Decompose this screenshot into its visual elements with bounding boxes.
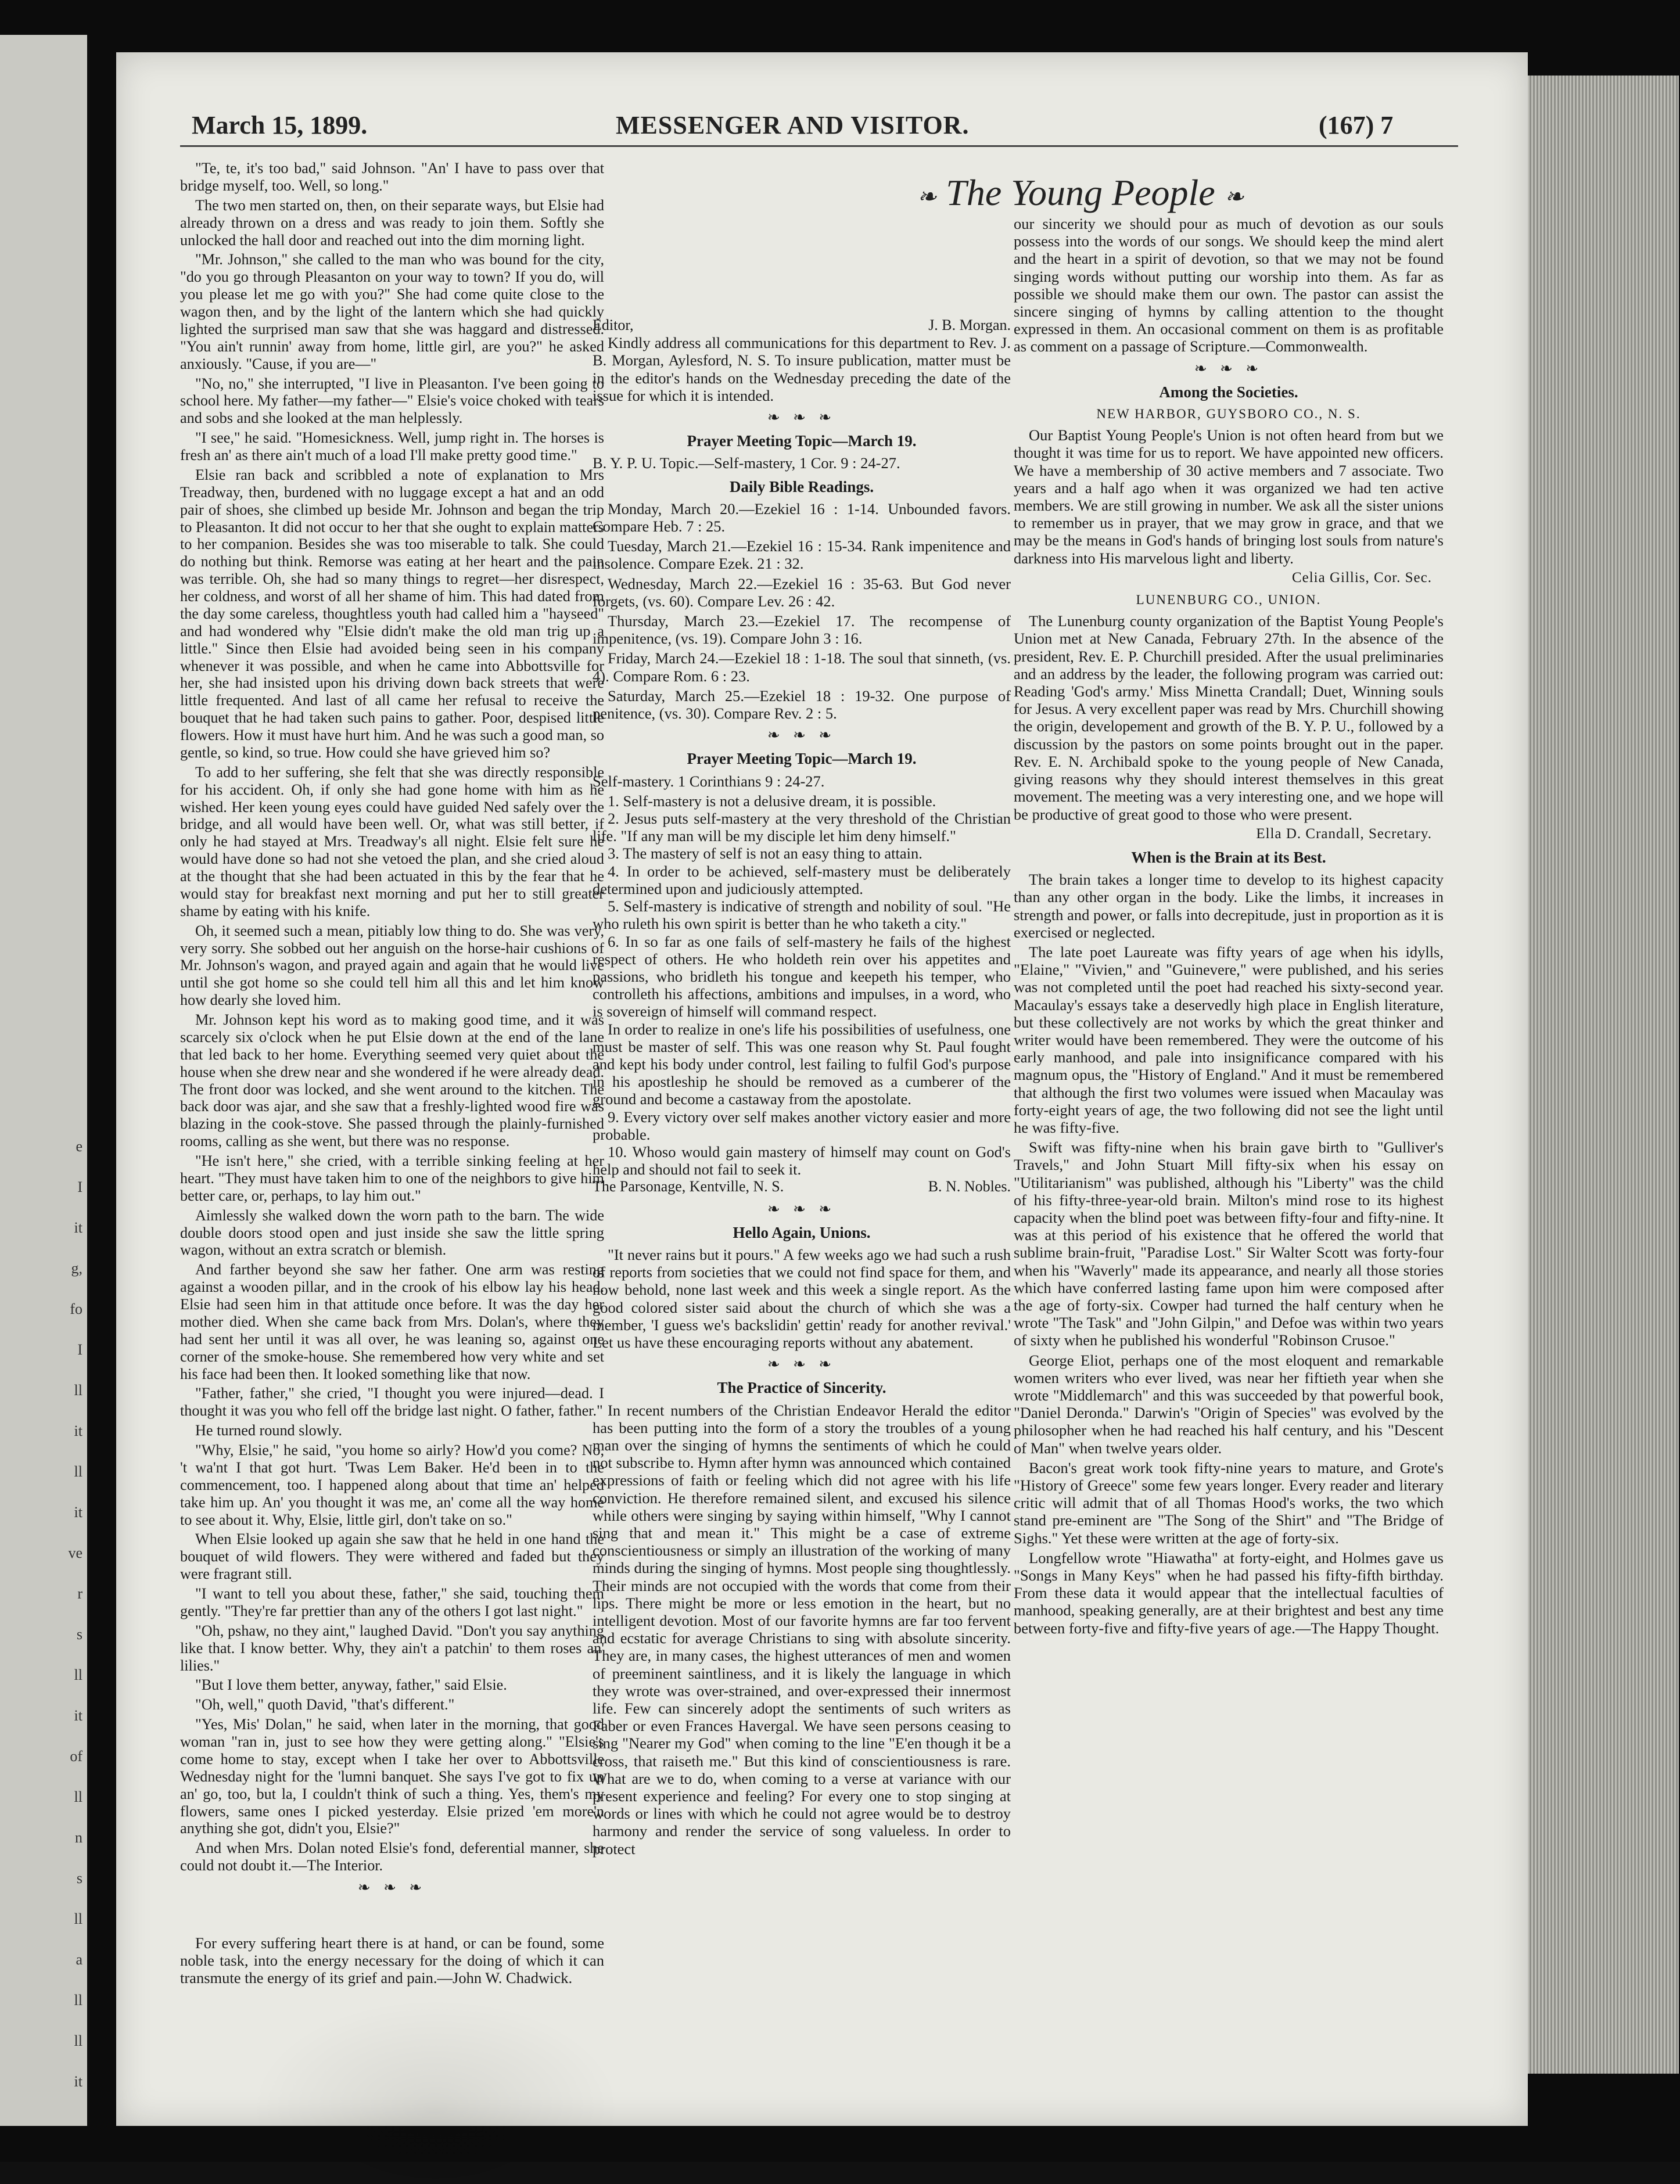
daily-reading: Tuesday, March 21.—Ezekiel 16 : 15-34. Rank impenitence and insolence. Compare Ezek. 21 : 32.: [593, 537, 1011, 573]
brain-paragraph: The late poet Laureate was fifty years of age when his idylls, "Elaine," "Vivien," and "Guinevere," were published, and his series was not completed until the poet had reached his sixty-second year. Macaulay's essays take a deservedly high place in English literature, but these collectively are not works by which the great thinker and writer would have been remembered. They were the outcome of his early manhood, and pale into insignificance compared with his magnum opus, the "History of England." And it must be remembered that although the first two volumes were issued when Macaulay was forty-eight years of age, the two following did not see the light until he was fifty-five.: [1014, 943, 1444, 1136]
adjacent-page-fragment: ll: [74, 1788, 82, 1805]
story-paragraph: "Father, father," she cried, "I thought you were injured—dead. I thought it was you who fell off the bridge last night. O father, father.": [180, 1385, 604, 1420]
adjacent-page-fragment: ll: [74, 1382, 82, 1399]
editor-name: J. B. Morgan.: [928, 317, 1011, 333]
topic-point: 9. Every victory over self makes another victory easier and more probable.: [593, 1108, 1011, 1143]
topic-points: [593, 792, 1011, 1178]
story-paragraph: The two men started on, then, on their separate ways, but Elsie had already thrown on a dress and was ready to join them. Softly she unlocked the hall door and reached out into the dim morning light.: [180, 196, 604, 249]
adjacent-page-fragment: I: [77, 1179, 82, 1195]
new-harbor-signature: Celia Gillis, Cor. Sec.: [1291, 569, 1432, 585]
parsonage-signature-line: [593, 1178, 1011, 1195]
adjacent-page-fragment: s: [76, 1870, 82, 1887]
adjacent-page-fragment: ve: [68, 1544, 82, 1561]
hello-heading: Hello Again, Unions.: [733, 1223, 871, 1241]
story-paragraph: "Oh, pshaw, no they aint," laughed David. "Don't you say anything like that. I know better. Why, they ain't a patchin' to them roses an' lilies.": [180, 1622, 604, 1674]
societies-heading: Among the Societies.: [1159, 383, 1298, 401]
daily-reading: Thursday, March 23.—Ezekiel 17. The recompense of impenitence, (vs. 19). Compare John 3 : 16.: [593, 612, 1011, 648]
story-column: [180, 160, 604, 1901]
story-paragraph: Oh, it seemed such a mean, pitiably low thing to do. She was very, very sorry. She sobbed out her anguish on the horse-hair cushions of Mr. Johnson's wagon, and prayed again and again that he would live until she got home so she could tell him all this and let him know how dearly she loved him.: [180, 922, 604, 1009]
page-number: (167) 7: [1319, 111, 1394, 139]
young-people-column-2: [593, 317, 1011, 1860]
header-rule: [180, 145, 1458, 147]
adjacent-page-fragment: it: [74, 1707, 82, 1724]
adjacent-page-fragment: it: [74, 1504, 82, 1521]
story-paragraph: "He isn't here," she cried, with a terrible sinking feeling at her heart. "They must have taken him to one of the neighbors to give him better care, or, perhaps, to lay him out.": [180, 1152, 604, 1204]
topic-point: 2. Jesus puts self-mastery at the very threshold of the Christian life. "If any man will be my disciple let him deny himself.": [593, 810, 1011, 845]
adjacent-page-fragment: I: [77, 1341, 82, 1358]
adjacent-page-fragment: a: [76, 1951, 82, 1968]
self-mastery-ref: Self-mastery. 1 Corinthians 9 : 24-27.: [593, 772, 825, 790]
topic-point: 3. The mastery of self is not an easy thing to attain.: [608, 845, 922, 863]
daily-reading: Monday, March 20.—Ezekiel 16 : 1-14. Unbounded favors. Compare Heb. 7 : 25.: [593, 500, 1011, 536]
sincerity-text: In recent numbers of the Christian Endeavor Herald the editor has been putting into the form of a story the troubles of a young man over the singing of hymns the sentiments of which he could not subscribe to. Hymn after hymn was announced which contained expressions of faith or feeling which did not agree with his life conviction. He therefore remained silent, and excused his silence while others were singing by saying within himself, "Why I cannot sing that and mean it." This might be a case of extreme conscientiousness or simply an illustration of the working of many minds during the singing of hymns. Most people sing thoughtlessly. Their minds are not occupied with the words that come from their lips. There might be more or less emotion in the heart, but no intelligent devotion. Most of our favorite hymns are far too fervent and ecstatic for average Christians to sing with absolute sincerity. They are, in many cases, the highest utterances of men and women of preeminent saintliness, and it is likely the language in which they wrote was over-strained, and over-expressed their innermost life. Few can sincerely adopt the sentiments of such writers as Faber or even Frances Havergal. We have seen persons ceasing to sing "Nearer my God" when coming to the line "E'en though it be a cross, that raiseth me." But this kind of conscientiousness is rare. What are we to do, when coming to a verse at variance with our present experience and feeling? For every one to stop singing at words or lines with which he could not agree would be to destroy harmony and render the service of song valueless. In order to protect: [593, 1401, 1011, 1858]
adjacent-page-fragment: it: [74, 1219, 82, 1236]
story-paragraph: Elsie ran back and scribbled a note of explanation to Mrs Treadway, then, burdened with no luggage except a hat and an odd pair of shoes, she climbed up beside Mr. Johnson and began the trip to Pleasanton. It did not occur to her that she ought to explain matters to her companion. Besides she was too miserable to talk. She could do nothing but think. Remorse was eating at her heart and the pain was terrible. Oh, she had so many things to regret—her disrespect, her coldness, and worst of all her shame of him. This had dated from the day some careless, thoughtless youth had called him a "hayseed" and had wondered why "Elsie didn't make the old man trig up a little." Since then Elsie had avoided being seen in his company whenever it was possible, and when he came into Abbottsville for her, she had insisted upon his driving down back streets that were little frequented. And last of all came her refusal to receive the bouquet that he had taken such pains to gather. Poor, despised little flowers. How it must have hurt him. And he was such a good man, so gentle, so kind, so true. How could she have grieved him so?: [180, 466, 604, 761]
topic-point: 1. Self-mastery is not a delusive dream, it is possible.: [608, 792, 936, 810]
adjacent-page-fragment: it: [74, 1423, 82, 1439]
story-paragraph: "I want to tell you about these, father," she said, touching them gently. "They're far prettier than any of the others I got last night.": [180, 1585, 604, 1619]
topic-point: 10. Whoso would gain mastery of himself may count on God's help and should not fail to seek it.: [593, 1143, 1011, 1179]
prayer-topic-heading: Prayer Meeting Topic—March 19.: [687, 432, 917, 450]
adjacent-page-fragment: ll: [74, 1910, 82, 1927]
section-title-banner: [848, 171, 1313, 214]
story-paragraph: "Oh, well," quoth David, "that's different.": [195, 1696, 455, 1714]
story-paragraph: Mr. Johnson kept his word as to making good time, and it was scarcely six o'clock when he put Elsie down at the end of the lane that led back to her home. Everything seemed very quiet about the house when she drew near and she wondered if he were already dead. The front door was locked, and she went around to the kitchen. The back door was ajar, and she saw that a freshly-lighted wood fire was blazing in the cook-stove. She passed through the plainly-furnished rooms, calling as she went, but there was no response.: [180, 1011, 604, 1150]
story-paragraph: And when Mrs. Dolan noted Elsie's fond, deferential manner, she could not doubt it.—The Interior.: [180, 1840, 604, 1874]
sincerity-continued: our sincerity we should pour as much of devotion as our souls possess into the words of our songs. We should keep the mind alert and the heart in a spirit of devotion, so that we may not be found singing words without putting our worship into them. As far as possible we should make them our own. The pastor can assist the sincere singing of hymns by calling attention to the thought expressed in them. An occasional comment on them is as profitable as comment on a passage of Scripture.—Commonwealth.: [1014, 215, 1444, 355]
topic-point: 4. In order to be achieved, self-mastery must be deliberately determined upon and judiciously attempted.: [593, 862, 1011, 897]
prayer-topic-heading-2: Prayer Meeting Topic—March 19.: [687, 750, 917, 768]
story-paragraph: "But I love them better, anyway, father," said Elsie.: [195, 1676, 507, 1694]
editor-line: [593, 317, 1011, 334]
adjacent-page-fragment: ll: [74, 1463, 82, 1480]
story-paragraph: "Te, te, it's too bad," said Johnson. "An' I have to pass over that bridge myself, too. Well, so long.": [180, 160, 604, 194]
story-paragraph: He turned round slowly.: [195, 1422, 342, 1439]
newspaper-page: [116, 52, 1528, 2126]
story-paragraph: And farther beyond she saw her father. One arm was resting against a wooden pillar, and in the crook of his elbow lay his head. Elsie had seen him in that attitude once before. It was the day her mother died. When she came back from Mrs. Dolan's, where they had sent her until it was all over, he was leaning so, against one corner of the smoke-house. She remembered how very white and set his face had been then. It looked something like that now.: [180, 1261, 604, 1382]
hello-text: "It never rains but it pours." A few weeks ago we had such a rush of reports from societies that we could not find space for them, and now behold, none last week and this week a single report. As the good colored sister said about the church of which she was a member, 'I guess we's backslidin' gettin' ready for another revival.' Let us have these encouraging reports without any abatement.: [593, 1245, 1011, 1351]
book-page-edges: [1528, 76, 1679, 2074]
ornament-separator: ❧ ❧ ❧: [767, 409, 837, 426]
brain-paragraph: The brain takes a longer time to develop to its highest capacity than any other organ in the body. Like the limbs, it increases in strength and power, or falls into decrepitude, just in proportion as it is exercised or neglected.: [1014, 871, 1444, 941]
adjacent-page-fragment: ll: [74, 2032, 82, 2049]
adjacent-page-fragment: s: [76, 1626, 82, 1643]
leaf-ornament-icon: ❧: [917, 183, 937, 210]
adjacent-page-fragment: of: [70, 1748, 82, 1765]
lunenburg-heading: LUNENBURG CO., UNION.: [1136, 592, 1322, 608]
brain-paragraph: Bacon's great work took fifty-nine years to mature, and Grote's "History of Greece" some few years longer. Every reader and literary critic will admit that of all Thomas Hood's works, the two which stand pre-eminent are "The Song of the Shirt" and "The Bridge of Sighs." Yet these were written at the age of forty-six.: [1014, 1459, 1444, 1547]
daily-readings-heading: Daily Bible Readings.: [729, 477, 874, 495]
daily-reading: Saturday, March 25.—Ezekiel 18 : 19-32. One purpose of penitence, (vs. 30). Compare Rev. 2 : 5.: [593, 687, 1011, 723]
brain-paragraph: George Eliot, perhaps one of the most eloquent and remarkable women writers who ever lived, was near her fiftieth year when she wrote "Middlemarch" and this was succeeded by that powerful book, "Daniel Deronda." Darwin's "Origin of Species" was evolved by the philosopher when he had reached his half century, and his "Descent of Man" when twelve years older.: [1014, 1351, 1444, 1457]
lunenburg-signature: Ella D. Crandall, Secretary.: [1256, 825, 1432, 842]
parsonage-location: The Parsonage, Kentville, N. S.: [593, 1178, 784, 1195]
new-harbor-text: Our Baptist Young People's Union is not often heard from but we thought it was time for us to report. We have appointed new officers. We have a membership of 30 active members and 7 associate. Two years and a half ago when it was organized we had ten active members. We are still growing in number. We ask all the sister unions to remember us in prayer, that we may grow in grace, and that we may be the means in God's hands of bringing lost souls from nature's darkness into His marvelous light and liberty.: [1014, 426, 1444, 567]
adjacent-page-fragment: g,: [71, 1260, 82, 1277]
story-paragraph: "No, no," she interrupted, "I live in Pleasanton. I've been going to school here. My father—my father—" Elsie's voice choked with tears and sobs and she looked at the man helplessly.: [180, 375, 604, 427]
sincerity-heading: The Practice of Sincerity.: [717, 1379, 886, 1397]
section-title: The Young People: [946, 172, 1215, 213]
brain-heading: When is the Brain at its Best.: [1131, 848, 1326, 866]
adjacent-page-fragment: it: [74, 2073, 82, 2090]
new-harbor-heading: NEW HARBOR, GUYSBORO CO., N. S.: [1096, 407, 1361, 422]
brain-paragraph: Longfellow wrote "Hiawatha" at forty-eight, and Holmes gave us "Songs in Many Keys" when he had passed his fifty-fifth birthday. From these data it would appear that the intellectual faculties of manhood, speaking generally, are at their brightest and best any time between forty-five and fifty-five years of age.—The Happy Thought.: [1014, 1549, 1444, 1637]
story-paragraph: "I see," he said. "Homesickness. Well, jump right in. The horses is fresh an' as there ain't much of a load I'll make pretty good time.": [180, 429, 604, 464]
editor-label: Editor,: [593, 317, 634, 333]
topic-point: In order to realize in one's life his possibilities of usefulness, one must be master of self. This was one reason why St. Paul fought and kept his body under control, lest failing to fulfil God's purpose in his apostleship he should be removed as a cumberer of the ground and become a castaway from the apostolate.: [593, 1020, 1011, 1108]
quote-footer: [180, 1934, 604, 1989]
adjacent-page-strip: [0, 35, 87, 2126]
story-paragraph: "Why, Elsie," he said, "you home so airly? How'd you come? No, 't wa'nt I that got hurt. 'Twas Lem Baker. He'd been in to the commencement, too. I happened along about that time an' helped take him up. An' you thought it was me, an' come all the way home to see about it. Why, Elsie, little girl, don't take on so.": [180, 1442, 604, 1528]
daily-reading: Friday, March 24.—Ezekiel 18 : 1-18. The soul that sinneth, (vs. 4). Compare Rom. 6 : 23.: [593, 649, 1011, 685]
adjacent-page-fragment: ll: [74, 1666, 82, 1683]
page-date: March 15, 1899.: [192, 111, 368, 139]
editor-notice: Kindly address all communications for this department to Rev. J. B. Morgan, Aylesford, N. S. To insure publication, matter must be in the editor's hands on the Wednesday preceding the date of the issue for which it is intended.: [593, 334, 1011, 404]
story-paragraph: To add to her suffering, she felt that she was directly responsible for his accident. Oh, if only she had gone home with him as he wished. Her keen young eyes could have guided Ned safely over the bridge, and all would have been well. Or, what was still better, if only he had stayed at Mrs. Treadway's all night. Elsie felt sure he would have done so had not she vetoed the plan, and she cried aloud at the thought that she had been actuated in this by the fear that he would stay for breakfast next morning and put her to still greater shame by eating with his knife.: [180, 763, 604, 919]
ornament-separator: ❧ ❧ ❧: [1194, 360, 1263, 377]
leaf-ornament-icon: ❧: [1224, 183, 1244, 210]
bypu-topic: B. Y. P. U. Topic.—Self-mastery, 1 Cor. 9 : 24-27.: [593, 454, 900, 472]
story-paragraph: "Yes, Mis' Dolan," he said, when later in the morning, that good woman "ran in, just to see how they were getting along." "Elsie's come home to stay, except when I take her over to Abbottsville Wednesday night for the 'lumni banquet. She says I've got to fix up an' go, too, but la, I couldn't think of such a thing. Yes, them's my flowers, same ones I picked yesterday. Elsie prized 'em more'n anything she got, didn't you, Elsie?": [180, 1716, 604, 1837]
topic-point: 6. In so far as one fails of self-mastery he fails of the highest respect of others. He who holdeth rein over his appetites and passions, who bridleth his tongue and keepeth his temper, who controlleth his affections, ambitions and impulses, in a word, who is sovereign of himself will command respect.: [593, 932, 1011, 1021]
chadwick-quote: For every suffering heart there is at hand, or can be found, some noble task, into the energy necessary for the doing of which it can transmute the energy of its grief and pain.—John W. Chadwick.: [180, 1934, 604, 1987]
floral-background-decoration: [250, 1998, 622, 2184]
adjacent-page-fragment: n: [75, 1829, 82, 1846]
adjacent-page-fragment: r: [77, 1585, 82, 1602]
ornament-separator: ❧ ❧ ❧: [767, 727, 837, 744]
adjacent-page-fragment: fo: [70, 1301, 82, 1317]
adjacent-page-fragment: ll: [74, 1992, 82, 2009]
lunenburg-text: The Lunenburg county organization of the Baptist Young People's Union met at New Canada, February 27th. In the absence of the president, Rev. E. P. Churchill presided. After the usual preliminaries and an address by the leader, the following program was carried out: Reading 'God's army.' Miss Minetta Crandall; Duet, Winning souls for Jesus. A very excellent paper was read by Mrs. Churchill showing the origin, developement and growth of the B. Y. P. U., followed by a discussion by the pastors on some points brought out in the paper. Rev. E. N. Archibald spoke to the young people of New Canada, giving reasons why they should interest themselves in this great movement. The meeting was a very interesting one, and we hope will be productive of great good to those who were present.: [1014, 612, 1444, 823]
masthead-title: MESSENGER AND VISITOR.: [616, 111, 970, 139]
ornament-separator: ❧ ❧ ❧: [767, 1356, 837, 1373]
story-paragraph: When Elsie looked up again she saw that he held in one hand the bouquet of wild flowers. They were withered and faded but they were fragrant still.: [180, 1531, 604, 1583]
adjacent-page-fragment: e: [76, 1138, 82, 1155]
brain-paragraph: Swift was fifty-nine when his brain gave birth to "Gulliver's Travels," and John Stuart Mill fifty-six when his essay on "Utilitarianism" was published, although his "Liberty" was the child of his fifty-three-year-old brain. Milton's mind rose to its highest capacity when the blind poet was between fifty-four and fifty-nine. It was at this period of his existence that he offered the world that sublime brain-fruit, "Paradise Lost." Sir Walter Scott was forty-four when his "Waverly" made its appearance, and nearly all those stories which have conferred lasting fame upon him were composed after the age of forty-six. Cowper had turned the half century when he wrote "The Task" and "John Gilpin," and Defoe was within two years of sixty when he published his wonderful "Robinson Crusoe.": [1014, 1138, 1444, 1349]
parsonage-signature: B. N. Nobles.: [928, 1178, 1011, 1195]
story-paragraph: Aimlessly she walked down the worn path to the barn. The wide double doors stood open and just inside she saw the little spring wagon, without an extra scratch or blemish.: [180, 1206, 604, 1259]
story-paragraph: "Mr. Johnson," she called to the man who was bound for the city, "do you go through Pleasanton on your way to town? If you do, will you please let me go with you?" She had come quite close to the wagon then, and by the light of the lantern which she had quickly lighted the surprised man saw that she was haggard and distressed. "You ain't runnin' away from home, little girl, are you?" he asked anxiously. "Cause, if you are—": [180, 251, 604, 372]
daily-reading: Wednesday, March 22.—Ezekiel 16 : 35-63. But God never forgets, (vs. 60). Compare Lev. 26 : 42.: [593, 574, 1011, 610]
young-people-column-3: [1014, 215, 1444, 1639]
ornament-separator: ❧ ❧ ❧: [357, 1879, 427, 1896]
topic-point: 5. Self-mastery is indicative of strength and nobility of soul. "He who ruleth his own spirit is better than he who taketh a city.": [593, 897, 1011, 933]
ornament-separator: ❧ ❧ ❧: [767, 1200, 837, 1217]
